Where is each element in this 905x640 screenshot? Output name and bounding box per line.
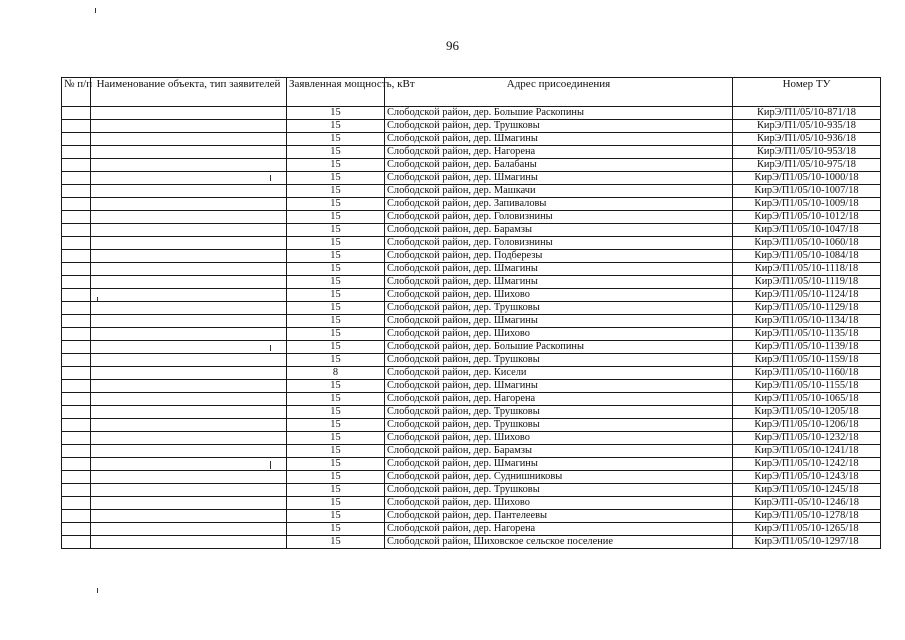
row-num-cell bbox=[62, 315, 91, 328]
row-power-cell: 15 bbox=[287, 276, 385, 289]
row-tu-cell: КирЭ/П1/05/10-1139/18 bbox=[733, 341, 881, 354]
row-address-cell: Слободской район, дер. Суднишниковы bbox=[385, 471, 733, 484]
row-num-cell bbox=[62, 471, 91, 484]
header-declared-power: Заявленная мощность, кВт bbox=[287, 78, 385, 107]
row-num-cell bbox=[62, 393, 91, 406]
row-name-cell bbox=[91, 445, 287, 458]
row-name-cell bbox=[91, 211, 287, 224]
table-row bbox=[62, 380, 881, 393]
row-name-cell bbox=[91, 523, 287, 536]
row-tu-cell: КирЭ/П1/05/10-1297/18 bbox=[733, 536, 881, 549]
tu-register-table bbox=[61, 77, 881, 549]
table-row bbox=[62, 328, 881, 341]
table-row bbox=[62, 224, 881, 237]
row-name-cell bbox=[91, 393, 287, 406]
row-tu-cell: КирЭ/П1/05/10-1232/18 bbox=[733, 432, 881, 445]
table-row bbox=[62, 211, 881, 224]
table-row bbox=[62, 107, 881, 120]
row-address-cell: Слободской район, дер. Шмагины bbox=[385, 172, 733, 185]
row-power-cell: 15 bbox=[287, 523, 385, 536]
row-num-cell bbox=[62, 289, 91, 302]
row-tu-cell: КирЭ/П1/05/10-1241/18 bbox=[733, 445, 881, 458]
row-address-cell: Слободской район, дер. Шмагины bbox=[385, 133, 733, 146]
row-tu-cell: КирЭ/П1/05/10-1000/18 bbox=[733, 172, 881, 185]
row-address-cell: Слободской район, дер. Трушковы bbox=[385, 354, 733, 367]
row-num-cell bbox=[62, 354, 91, 367]
row-tu-cell: КирЭ/П1/05/10-1242/18 bbox=[733, 458, 881, 471]
row-address-cell: Слободской район, дер. Барамзы bbox=[385, 445, 733, 458]
row-name-cell bbox=[91, 484, 287, 497]
row-tu-cell: КирЭ/П1/05/10-936/18 bbox=[733, 133, 881, 146]
row-tu-cell: КирЭ/П1/05/10-1134/18 bbox=[733, 315, 881, 328]
row-tu-cell: КирЭ/П1/05/10-1012/18 bbox=[733, 211, 881, 224]
row-name-cell bbox=[91, 185, 287, 198]
table-row bbox=[62, 289, 881, 302]
row-power-cell: 15 bbox=[287, 250, 385, 263]
row-tu-cell: КирЭ/П1/05/10-1278/18 bbox=[733, 510, 881, 523]
row-name-cell bbox=[91, 367, 287, 380]
row-tu-cell: КирЭ/П1/05/10-1129/18 bbox=[733, 302, 881, 315]
row-num-cell bbox=[62, 458, 91, 471]
table-row bbox=[62, 406, 881, 419]
row-tu-cell: КирЭ/П1/05/10-1118/18 bbox=[733, 263, 881, 276]
row-power-cell: 8 bbox=[287, 367, 385, 380]
row-power-cell: 15 bbox=[287, 484, 385, 497]
row-address-cell: Слободской район, дер. Шмагины bbox=[385, 380, 733, 393]
header-tu-number: Номер ТУ bbox=[733, 78, 881, 107]
row-power-cell: 15 bbox=[287, 237, 385, 250]
row-tu-cell: КирЭ/П1/05/10-953/18 bbox=[733, 146, 881, 159]
row-tu-cell: КирЭ/П1/05/10-1243/18 bbox=[733, 471, 881, 484]
row-name-cell bbox=[91, 146, 287, 159]
row-tu-cell: КирЭ/П1/05/10-1009/18 bbox=[733, 198, 881, 211]
row-num-cell bbox=[62, 302, 91, 315]
table-row bbox=[62, 367, 881, 380]
row-num-cell bbox=[62, 406, 91, 419]
row-name-cell bbox=[91, 224, 287, 237]
row-power-cell: 15 bbox=[287, 107, 385, 120]
row-address-cell: Слободской район, дер. Шмагины bbox=[385, 458, 733, 471]
row-address-cell: Слободской район, дер. Нагорена bbox=[385, 523, 733, 536]
table-row bbox=[62, 263, 881, 276]
table-row bbox=[62, 536, 881, 549]
row-name-cell bbox=[91, 432, 287, 445]
row-tu-cell: КирЭ/П1/05/10-975/18 bbox=[733, 159, 881, 172]
row-power-cell: 15 bbox=[287, 419, 385, 432]
row-power-cell: 15 bbox=[287, 406, 385, 419]
row-tu-cell: КирЭ/П1/05/10-1124/18 bbox=[733, 289, 881, 302]
row-address-cell: Слободской район, дер. Балабаны bbox=[385, 159, 733, 172]
row-name-cell bbox=[91, 107, 287, 120]
row-address-cell: Слободской район, дер. Шихово bbox=[385, 432, 733, 445]
row-num-cell bbox=[62, 185, 91, 198]
table-row bbox=[62, 445, 881, 458]
row-num-cell bbox=[62, 159, 91, 172]
row-num-cell bbox=[62, 237, 91, 250]
row-name-cell bbox=[91, 276, 287, 289]
row-name-cell bbox=[91, 315, 287, 328]
row-name-cell bbox=[91, 536, 287, 549]
row-name-cell bbox=[91, 263, 287, 276]
table-row bbox=[62, 419, 881, 432]
row-power-cell: 15 bbox=[287, 471, 385, 484]
row-power-cell: 15 bbox=[287, 328, 385, 341]
row-power-cell: 15 bbox=[287, 146, 385, 159]
row-address-cell: Слободской район, дер. Кисели bbox=[385, 367, 733, 380]
table-row bbox=[62, 341, 881, 354]
row-num-cell bbox=[62, 432, 91, 445]
row-num-cell bbox=[62, 224, 91, 237]
row-num-cell bbox=[62, 120, 91, 133]
row-address-cell: Слободской район, дер. Головизнины bbox=[385, 237, 733, 250]
row-power-cell: 15 bbox=[287, 302, 385, 315]
row-power-cell: 15 bbox=[287, 198, 385, 211]
row-address-cell: Слободской район, дер. Шмагины bbox=[385, 315, 733, 328]
table-row bbox=[62, 471, 881, 484]
row-tu-cell: КирЭ/П1/05/10-1119/18 bbox=[733, 276, 881, 289]
row-tu-cell: КирЭ/П1/05/10-1265/18 bbox=[733, 523, 881, 536]
table-row bbox=[62, 510, 881, 523]
row-power-cell: 15 bbox=[287, 445, 385, 458]
row-num-cell bbox=[62, 146, 91, 159]
table-row bbox=[62, 276, 881, 289]
row-power-cell: 15 bbox=[287, 159, 385, 172]
table-row bbox=[62, 497, 881, 510]
row-name-cell bbox=[91, 302, 287, 315]
row-tu-cell: КирЭ/П1/05/10-1047/18 bbox=[733, 224, 881, 237]
row-num-cell bbox=[62, 211, 91, 224]
row-address-cell: Слободской район, дер. Барамзы bbox=[385, 224, 733, 237]
table-row bbox=[62, 523, 881, 536]
row-address-cell: Слободской район, дер. Шихово bbox=[385, 328, 733, 341]
scan-speck bbox=[95, 8, 96, 13]
row-num-cell bbox=[62, 263, 91, 276]
table-row bbox=[62, 133, 881, 146]
row-address-cell: Слободской район, дер. Шихово bbox=[385, 289, 733, 302]
row-tu-cell: КирЭ/П1/05/10-871/18 bbox=[733, 107, 881, 120]
header-connection-address: Адрес присоединения bbox=[385, 78, 733, 107]
table-row bbox=[62, 354, 881, 367]
row-tu-cell: КирЭ/П1/05/10-1245/18 bbox=[733, 484, 881, 497]
row-power-cell: 15 bbox=[287, 224, 385, 237]
row-power-cell: 15 bbox=[287, 341, 385, 354]
row-power-cell: 15 bbox=[287, 354, 385, 367]
row-tu-cell: КирЭ/П1/05/10-1159/18 bbox=[733, 354, 881, 367]
row-power-cell: 15 bbox=[287, 263, 385, 276]
table-header-row bbox=[62, 78, 881, 107]
row-power-cell: 15 bbox=[287, 458, 385, 471]
row-power-cell: 15 bbox=[287, 510, 385, 523]
row-address-cell: Слободской район, дер. Трушковы bbox=[385, 406, 733, 419]
row-address-cell: Слободской район, дер. Большие Раскопины bbox=[385, 341, 733, 354]
row-name-cell bbox=[91, 328, 287, 341]
row-tu-cell: КирЭ/П1/05/10-1160/18 bbox=[733, 367, 881, 380]
row-num-cell bbox=[62, 380, 91, 393]
row-tu-cell: КирЭ/П1/05/10-1060/18 bbox=[733, 237, 881, 250]
row-name-cell bbox=[91, 198, 287, 211]
row-tu-cell: КирЭ/П1/05/10-935/18 bbox=[733, 120, 881, 133]
row-name-cell bbox=[91, 133, 287, 146]
row-address-cell: Слободской район, дер. Шмагины bbox=[385, 263, 733, 276]
row-num-cell bbox=[62, 198, 91, 211]
row-tu-cell: КирЭ/П1/05/10-1135/18 bbox=[733, 328, 881, 341]
row-name-cell bbox=[91, 237, 287, 250]
row-power-cell: 15 bbox=[287, 497, 385, 510]
table-row bbox=[62, 250, 881, 263]
row-address-cell: Слободской район, дер. Головизнины bbox=[385, 211, 733, 224]
row-tu-cell: КирЭ/П1/05/10-1205/18 bbox=[733, 406, 881, 419]
row-name-cell bbox=[91, 250, 287, 263]
row-power-cell: 15 bbox=[287, 393, 385, 406]
table-row bbox=[62, 302, 881, 315]
row-name-cell bbox=[91, 341, 287, 354]
row-address-cell: Слободской район, дер. Шмагины bbox=[385, 276, 733, 289]
table-row bbox=[62, 237, 881, 250]
row-address-cell: Слободской район, дер. Трушковы bbox=[385, 484, 733, 497]
row-tu-cell: КирЭ/П1/05/10-1065/18 bbox=[733, 393, 881, 406]
row-power-cell: 15 bbox=[287, 536, 385, 549]
table-row bbox=[62, 159, 881, 172]
header-object-name: Наименование объекта, тип заявителей bbox=[91, 78, 287, 107]
row-tu-cell: КирЭ/П1/05/10-1206/18 bbox=[733, 419, 881, 432]
row-name-cell bbox=[91, 159, 287, 172]
row-name-cell bbox=[91, 471, 287, 484]
row-power-cell: 15 bbox=[287, 120, 385, 133]
row-name-cell bbox=[91, 120, 287, 133]
row-name-cell bbox=[91, 406, 287, 419]
row-num-cell bbox=[62, 523, 91, 536]
table-row bbox=[62, 484, 881, 497]
scan-speck bbox=[97, 588, 98, 593]
row-power-cell: 15 bbox=[287, 315, 385, 328]
table-row bbox=[62, 393, 881, 406]
row-num-cell bbox=[62, 276, 91, 289]
row-name-cell bbox=[91, 419, 287, 432]
row-address-cell: Слободской район, дер. Пантелеевы bbox=[385, 510, 733, 523]
row-address-cell: Слободской район, дер. Шихово bbox=[385, 497, 733, 510]
table-row bbox=[62, 185, 881, 198]
row-name-cell bbox=[91, 172, 287, 185]
row-address-cell: Слободской район, дер. Трушковы bbox=[385, 120, 733, 133]
table-row bbox=[62, 458, 881, 471]
row-tu-cell: КирЭ/П1/05/10-1084/18 bbox=[733, 250, 881, 263]
row-power-cell: 15 bbox=[287, 211, 385, 224]
table-body bbox=[62, 107, 881, 549]
row-tu-cell: КирЭ/П1/05/10-1007/18 bbox=[733, 185, 881, 198]
row-num-cell bbox=[62, 172, 91, 185]
row-address-cell: Слободской район, дер. Трушковы bbox=[385, 419, 733, 432]
row-num-cell bbox=[62, 107, 91, 120]
row-address-cell: Слободской район, дер. Машкачи bbox=[385, 185, 733, 198]
row-address-cell: Слободской район, дер. Большие Раскопины bbox=[385, 107, 733, 120]
row-power-cell: 15 bbox=[287, 133, 385, 146]
row-num-cell bbox=[62, 328, 91, 341]
row-power-cell: 15 bbox=[287, 185, 385, 198]
row-num-cell bbox=[62, 419, 91, 432]
row-name-cell bbox=[91, 380, 287, 393]
row-num-cell bbox=[62, 536, 91, 549]
row-tu-cell: КирЭ/П1-05/10-1246/18 bbox=[733, 497, 881, 510]
row-name-cell bbox=[91, 354, 287, 367]
row-address-cell: Слободской район, дер. Нагорена bbox=[385, 393, 733, 406]
table-row bbox=[62, 198, 881, 211]
row-num-cell bbox=[62, 133, 91, 146]
table-row bbox=[62, 120, 881, 133]
row-num-cell bbox=[62, 250, 91, 263]
row-num-cell bbox=[62, 367, 91, 380]
row-power-cell: 15 bbox=[287, 172, 385, 185]
row-address-cell: Слободской район, дер. Нагорена bbox=[385, 146, 733, 159]
row-name-cell bbox=[91, 497, 287, 510]
row-address-cell: Слободской район, Шиховское сельское поселение bbox=[385, 536, 733, 549]
row-num-cell bbox=[62, 510, 91, 523]
row-name-cell bbox=[91, 289, 287, 302]
table-row bbox=[62, 432, 881, 445]
row-name-cell bbox=[91, 510, 287, 523]
row-name-cell bbox=[91, 458, 287, 471]
table-row bbox=[62, 315, 881, 328]
row-num-cell bbox=[62, 497, 91, 510]
row-num-cell bbox=[62, 445, 91, 458]
row-tu-cell: КирЭ/П1/05/10-1155/18 bbox=[733, 380, 881, 393]
row-power-cell: 15 bbox=[287, 380, 385, 393]
row-address-cell: Слободской район, дер. Запиваловы bbox=[385, 198, 733, 211]
table-row bbox=[62, 146, 881, 159]
row-power-cell: 15 bbox=[287, 289, 385, 302]
page-number: 96 bbox=[446, 38, 459, 53]
table-row bbox=[62, 172, 881, 185]
row-address-cell: Слободской район, дер. Трушковы bbox=[385, 302, 733, 315]
row-address-cell: Слободской район, дер. Подберезы bbox=[385, 250, 733, 263]
row-num-cell bbox=[62, 484, 91, 497]
row-num-cell bbox=[62, 341, 91, 354]
row-power-cell: 15 bbox=[287, 432, 385, 445]
header-num: № п/п bbox=[62, 78, 91, 107]
